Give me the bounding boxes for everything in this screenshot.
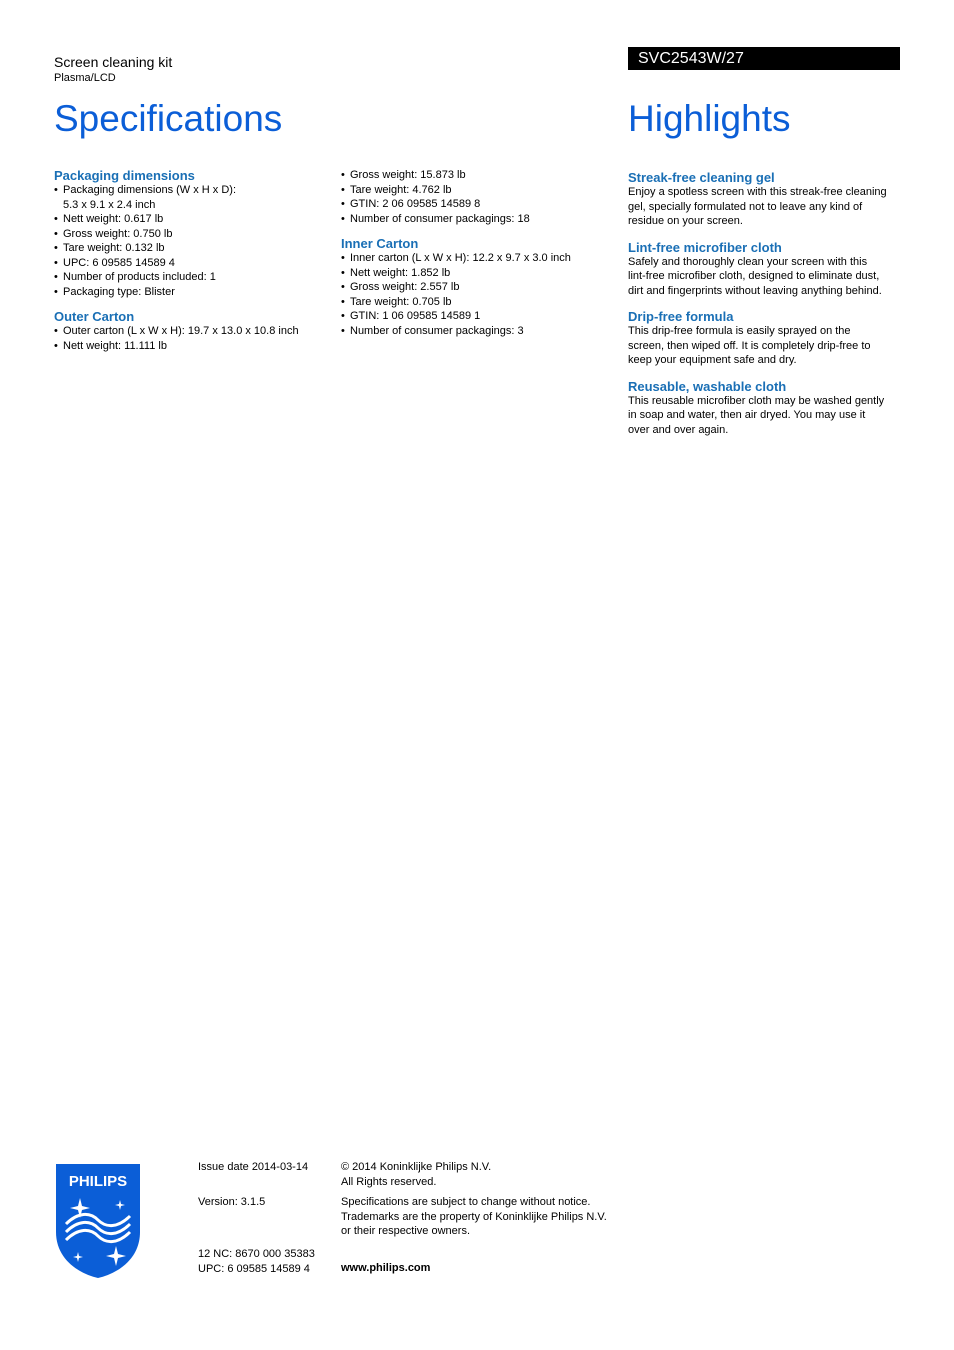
section-heading-outer-carton: Outer Carton [54,309,135,324]
product-codes: 12 NC: 8670 000 35383 UPC: 6 09585 14589 4 [198,1248,315,1275]
highlight-lint-free [628,240,904,299]
list-item: • Gross weight: 2.557 lb [341,280,611,295]
website-link[interactable]: www.philips.com [341,1262,431,1274]
highlight-heading: Reusable, washable cloth [628,378,787,394]
list-item: • Number of consumer packagings: 3 [341,324,611,339]
list-item: • Packaging type: Blister [54,285,334,300]
issue-date: Issue date 2014-03-14 [198,1161,309,1173]
highlight-heading: Streak-free cleaning gel [628,170,775,185]
product-subtitle: Plasma/LCD [54,72,116,84]
outer-carton-list [54,324,334,353]
section-heading-packaging-dimensions: Packaging dimensions [54,168,195,183]
packaging-dimensions-list [54,183,334,299]
specifications-title: Specifications [54,98,283,139]
highlight-text: Safely and thoroughly clean your screen with this lint-free microfiber cloth, designed to eliminate dust, dirt and fingerprints without leaving anything behind. [628,255,882,297]
svg-text:PHILIPS: PHILIPS [68,1173,128,1190]
copyright: © 2014 Koninklijke Philips N.V. All Rights reserved. [341,1161,492,1188]
list-item: • Inner carton (L x W x H): 12.2 x 9.7 x 3.0 inch [341,251,611,266]
highlight-drip-free [628,309,904,368]
list-item: • Nett weight: 0.617 lb [54,212,334,227]
list-item: • Gross weight: 15.873 lb [341,168,611,183]
list-item: • Outer carton (L x W x H): 19.7 x 13.0 x 10.8 inch [54,324,334,339]
highlight-reusable [628,379,904,438]
legal-notice: Specifications are subject to change without notice. Trademarks are the property of Koninklijke Philips N.V. or their respective owners. [341,1196,607,1237]
list-item: • UPC: 6 09585 14589 4 [54,256,334,271]
list-item: • Number of consumer packagings: 18 [341,212,611,227]
highlight-heading: Lint-free microfiber cloth [628,239,782,255]
highlight-text: This drip-free formula is easily sprayed on the screen, then wiped off. It is completely drip-free to keep your equipment safe and dry. [628,325,871,366]
product-name: Screen cleaning kit [54,54,173,70]
version: Version: 3.1.5 [198,1196,266,1208]
list-item: • Nett weight: 11.111 lb [54,339,334,354]
list-item: • Packaging dimensions (W x H x D): 5.3 x 9.1 x 2.4 inch [54,183,334,212]
list-item: • Tare weight: 4.762 lb [341,183,611,198]
section-heading-inner-carton: Inner Carton [341,236,419,251]
specs-column-2 [341,168,611,348]
model-number-bar: SVC2543W/27 [628,47,900,70]
list-item: • GTIN: 2 06 09585 14589 8 [341,197,611,212]
list-item: • GTIN: 1 06 09585 14589 1 [341,309,611,324]
list-item: • Nett weight: 1.852 lb [341,266,611,281]
highlight-text: This reusable microfiber cloth may be washed gently in soap and water, then air dryed. You may use it over and over again. [628,394,885,436]
list-item: • Tare weight: 0.132 lb [54,241,334,256]
dimensions-value: 5.3 x 9.1 x 2.4 inch [63,198,156,211]
specs-column-1 [54,168,334,363]
highlight-text: Enjoy a spotless screen with this streak-free cleaning gel, specially formulated not to leave any kind of residue on your screen. [628,186,887,227]
philips-shield-icon [54,1162,142,1280]
outer-carton-list-continued [341,168,611,226]
highlights-column [628,170,904,448]
highlights-title: Highlights [628,98,791,139]
highlight-streak-free [628,170,904,229]
list-item: • Tare weight: 0.705 lb [341,295,611,310]
philips-shield-logo [54,1162,142,1280]
highlight-heading: Drip-free formula [628,309,734,324]
list-item: • Number of products included: 1 [54,270,334,285]
inner-carton-list [341,251,611,338]
list-item: • Gross weight: 0.750 lb [54,227,334,242]
